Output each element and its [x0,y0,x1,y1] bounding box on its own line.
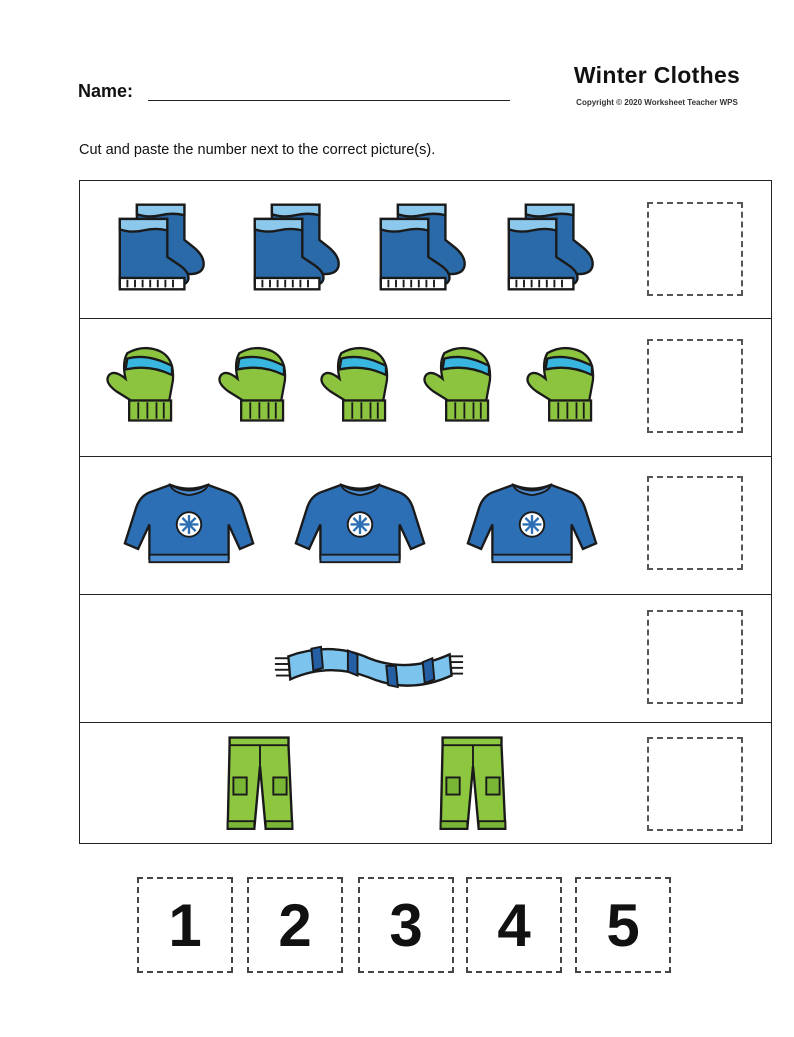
row-scarf [80,595,771,723]
mitten-icon [212,341,294,429]
mitten-icon [314,341,396,429]
answer-box-mittens[interactable] [647,339,743,433]
copyright-text: Copyright © 2020 Worksheet Teacher WPS [576,98,738,107]
boot-icon [505,201,600,293]
page-title: Winter Clothes [573,62,741,88]
pants-icon [222,733,298,839]
answer-box-sweaters[interactable] [647,476,743,570]
name-label: Name: [78,81,134,101]
boot-icon [116,201,211,293]
instructions-text: Cut and paste the number next to the correct picture(s). [79,142,436,158]
number-tile-1[interactable]: 1 [137,877,233,973]
sweater-icon [466,479,598,569]
boot-icon [251,201,346,293]
mitten-icon [417,341,499,429]
row-sweaters [80,457,771,595]
matching-grid [79,180,772,844]
number-tile-4[interactable]: 4 [466,877,562,973]
boot-icon [377,201,472,293]
mitten-icon [100,341,182,429]
scarf-icon [273,635,465,693]
pants-icon [435,733,511,839]
name-line[interactable] [148,100,510,101]
row-boots [80,181,771,319]
mitten-icon [520,341,602,429]
answer-box-scarf[interactable] [647,610,743,704]
number-tile-2[interactable]: 2 [247,877,343,973]
answer-box-boots[interactable] [647,202,743,296]
number-tile-5[interactable]: 5 [575,877,671,973]
sweater-icon [294,479,426,569]
answer-box-pants[interactable] [647,737,743,831]
sweater-icon [123,479,255,569]
row-pants [80,723,771,845]
number-tile-3[interactable]: 3 [358,877,454,973]
row-mittens [80,319,771,457]
